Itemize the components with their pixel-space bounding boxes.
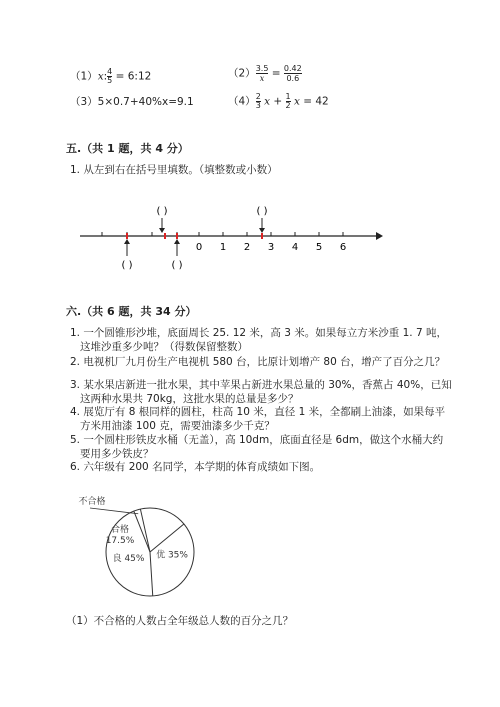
pie-label-fail: 不合格 [78,497,106,507]
tick-label-6: 6 [339,242,347,253]
blank-top-2: ( ) [256,206,268,217]
tick-label-0: 0 [195,242,203,253]
section-6-q5-line1: 5. 一个圆柱形铁皮水桶（无盖），高 10dm，底面直径是 6dm，做这个水桶大约 [70,434,444,446]
section-6-q3-line2: 这两种水果共 70kg，这批水果的总量是多少？ [80,393,299,405]
section-6-q2: 2. 电视机厂九月份生产电视机 580 台，比原计划增产 80 台，增产了百分之几？ [70,356,446,368]
section-6-q4-line2: 方米用油漆 100 克，需要油漆多少千克？ [80,420,275,432]
pie-label-excellent: 优 35% [156,550,188,561]
pie-label-pass-1: 17.5% [105,536,135,546]
number-line [70,200,390,280]
section-6-q5-line2: 要用多少铁皮？ [80,448,154,460]
section-6-q4-line1: 4. 展览厅有 8 根同样的圆柱，柱高 10 米，直径 1 米，全都刷上油漆，如果每平 [70,406,446,418]
tick-label-1: 1 [219,242,227,253]
section-6-title: 六.（共 6 题，共 34 分） [66,305,197,318]
section-6-sub1: （1）不合格的人数占全年级总人数的百分之几？ [66,615,294,627]
pie-label-pass-0: 合格 [110,525,130,535]
blank-bottom-1: ( ) [121,260,133,271]
pie-leader-line [90,508,138,514]
section-5-title: 五.（共 1 题，共 4 分） [66,142,189,155]
equation-1: （1）x: $\frac{4}{5}$ = 6:12 [70,67,152,85]
section-5-q1: 1. 从左到右在括号里填数。（填整数或小数） [70,164,278,176]
equation-4: （4） $\frac{2}{3}$ x + $\frac{1}{2}$ x = 42 [228,92,329,110]
equation-3: （3）5×0.7+40%x=9.1 [70,96,194,108]
tick-label-4: 4 [291,242,299,253]
section-6-q6: 6. 六年级有 200 名同学，本学期的体育成绩如下图。 [70,461,321,473]
blank-top-1: ( ) [156,206,168,217]
blank-bottom-2: ( ) [171,260,183,271]
tick-label-5: 5 [315,242,323,253]
pie-slice-divider-3 [150,552,153,596]
pie-slice-divider-2 [150,524,184,552]
pie-chart [70,492,210,602]
tick-label-2: 2 [243,242,251,253]
section-6-q1-line1: 1. 一个圆锥形沙堆，底面周长 25. 12 米，高 3 米。如果每立方米沙重 1. 7 吨， [70,327,447,339]
number-line-arrow [376,232,383,240]
pie-label-good: 良 45% [112,553,145,564]
equation-2: （2） $\frac{3.5}{x}$ = $\frac{0.42}{0.6}$ [228,64,302,83]
section-6-q3-line1: 3. 某水果店新进一批水果，其中苹果占新进水果总量的 30%，香蕉占 40%，已知 [70,379,452,391]
tick-label-3: 3 [267,242,275,253]
section-6-q1-line2: 这堆沙重多少吨？（得数保留整数） [80,341,248,353]
